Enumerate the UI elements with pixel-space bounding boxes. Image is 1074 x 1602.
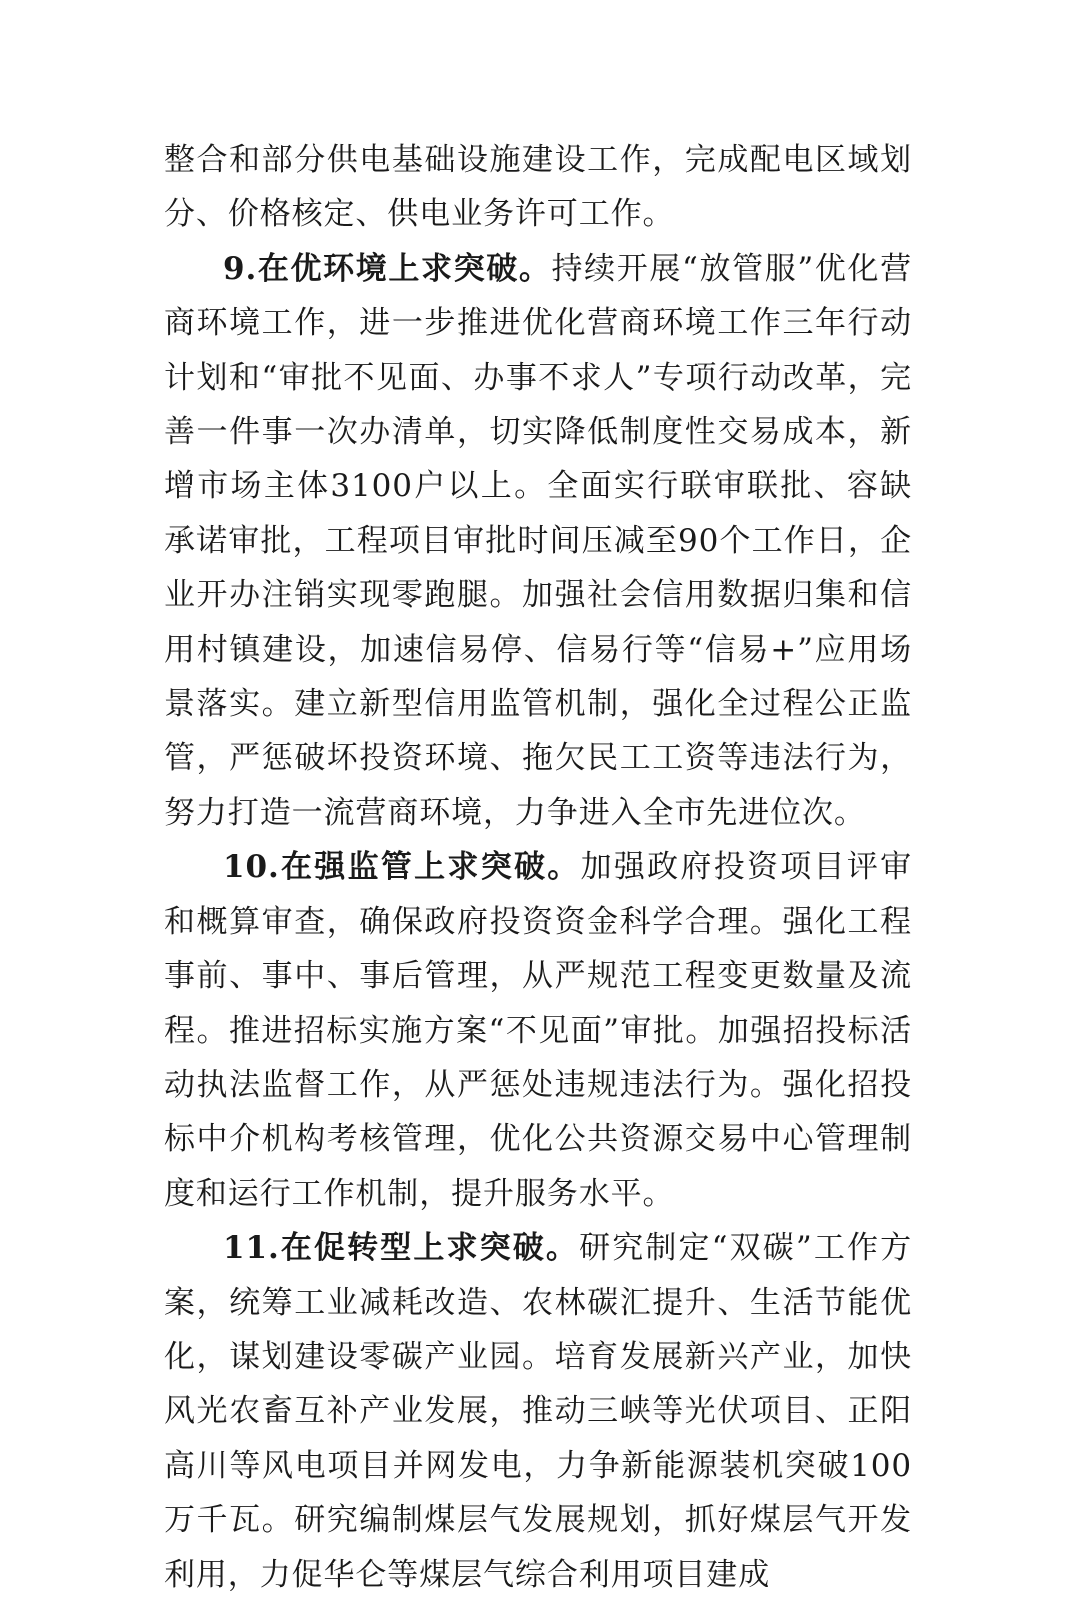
paragraph-heading: 11.在促转型上求突破。 [223, 1230, 580, 1267]
paragraph-item-10 [164, 840, 912, 1221]
paragraph-body: 持续开展“放管服”优化营商环境工作，进一步推进优化营商环境工作三年行动计划和“审批不见面、办事不求人”专项行动改革，完善一件事一次办清单，切实降低制度性交易成本，新增市场主体3100户以上。全面实行联审联批、容缺承诺审批，工程项目审批时间压减至90个工作日，企业开办注销实现零跑腿。加强社会信用数据归集和信用村镇建设，加速信易停、信易行等“信易+”应用场景落实。建立新型信用监管机制，强化全过程公正监管，严惩破坏投资环境、拖欠民工工资等违法行为，努力打造一流营商环境，力争进入全市先进位次。 [164, 250, 912, 831]
document-page [164, 133, 912, 1602]
paragraph-continuation [164, 133, 912, 242]
paragraph-body: 整合和部分供电基础设施建设工作，完成配电区域划分、价格核定、供电业务许可工作。 [164, 142, 912, 233]
paragraph-heading: 9.在优环境上求突破。 [223, 250, 552, 287]
paragraph-item-9 [164, 242, 912, 840]
paragraph-heading: 10.在强监管上求突破。 [223, 849, 581, 886]
paragraph-body: 研究制定“双碳”工作方案，统筹工业减耗改造、农林碳汇提升、生活节能优化，谋划建设零碳产业园。培育发展新兴产业，加快风光农畜互补产业发展，推动三峡等光伏项目、正阳高川等风电项目并网发电，力争新能源装机突破100万千瓦。研究编制煤层气发展规划，抓好煤层气开发利用，力促华仑等煤层气综合利用项目建成 [164, 1230, 912, 1593]
paragraph-item-11 [164, 1221, 912, 1602]
paragraph-body: 加强政府投资项目评审和概算审查，确保政府投资资金科学合理。强化工程事前、事中、事后管理，从严规范工程变更数量及流程。推进招标实施方案“不见面”审批。加强招投标活动执法监督工作，从严惩处违规违法行为。强化招投标中介机构考核管理，优化公共资源交易中心管理制度和运行工作机制，提升服务水平。 [164, 849, 913, 1212]
